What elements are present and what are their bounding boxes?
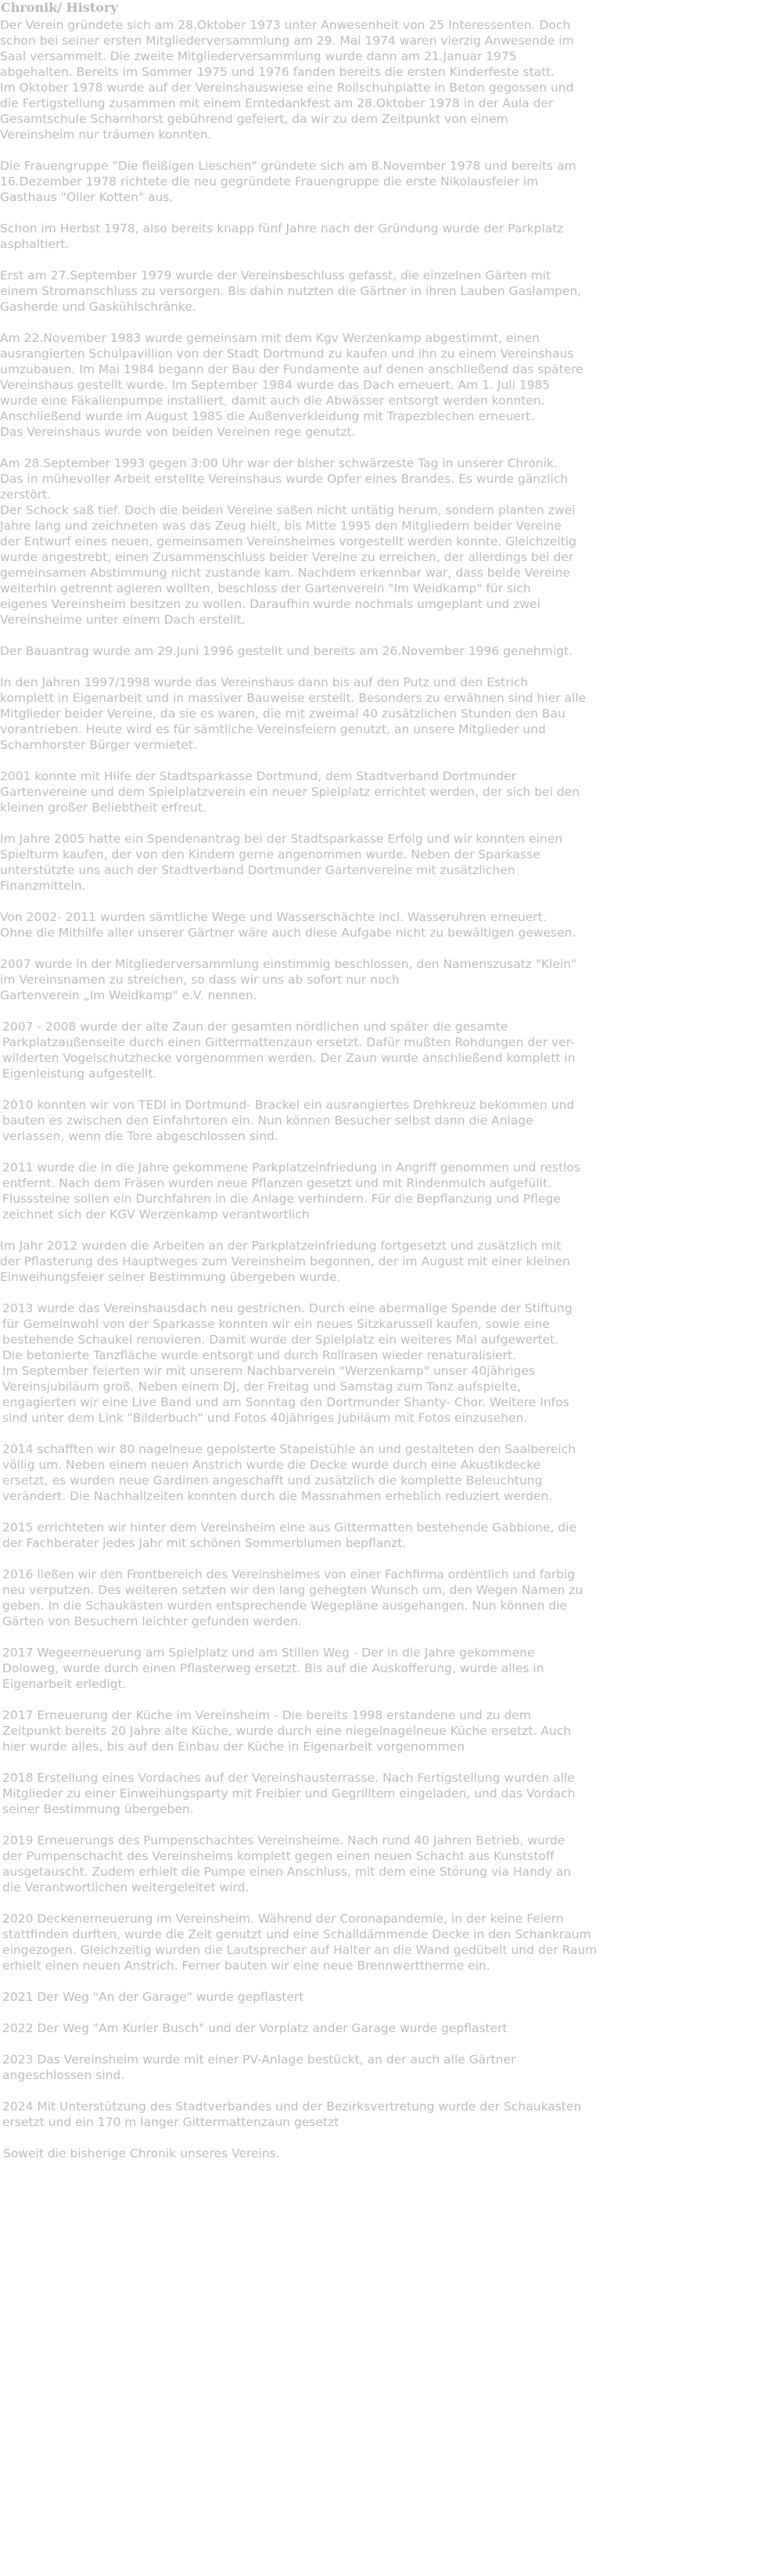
- spacer: [0, 894, 761, 909]
- paragraph-2007-name: 2007 wurde in der Mitgliederversammlung einstimmig beschlossen, den Namenszusatz "Klein" im Vereinsnamen zu streichen, so dass wir uns ab sofort nur noch Gartenverein „Im Weidkamp" e.V. nennen.: [0, 957, 577, 1002]
- paragraph-frauengruppe: Die Frauengruppe "Die fleißigen Lieschen" gründete sich am 8.November 1978 und bereits am 16.Dezember 1978 richtete die neu gegründete Frauengruppe die erste Nikolausfeier im Gasthaus "Oller Kotten" aus.: [0, 159, 576, 204]
- spacer: [0, 1003, 761, 1019]
- spacer: [0, 753, 761, 768]
- paragraph-1973: Der Verein gründete sich am 28.Oktober 1973 unter Anwesenheit von 25 Interessenten. Doch schon bei seiner ersten Mitgliederversammlung am 29. Mai 1974 waren vierzig Anwesende im Saal versammelt. Die zweite Mitgliederversammlung wurde dann am 21.Januar 1975 abgehalten. Bereits im Sommer 1975 und 1976 fanden bereits die ersten Kinderfeste statt. Im Oktober 1978 wurde auf der Vereinshauswiese eine Rollschuhplatte in Beton gegossen und die Fertigstellung zusammen mit einem Erntedankfest am 28.Oktober 1978 in der Aula der Gesamtschule Scharnhorst gebührend gefeiert, da wir zu dem Zeitpunkt von einem Vereinsheim nur träumen konnten.: [0, 18, 574, 142]
- spacer: [0, 1285, 761, 1301]
- spacer: [0, 1754, 761, 1770]
- paragraph-2001: 2001 konnte mit Hilfe der Stadtsparkasse Dortmund, dem Stadtverband Dortmunder Gartenvereine und dem Spielplatzverein ein neuer Spielplatz errichtet werden, der sich bei den kleinen großer Beliebtheit erfreut.: [0, 769, 580, 815]
- paragraph-2019: 2019 Erneuerungs des Pumpenschachtes Vereinsheime. Nach rund 40 Jahren Betrieb, wurde der Pumpenschacht des Vereinsheims komplett gegen einen neuen Schacht aus Kunststoff ausgetauscht. Zudem erhielt die Pumpe einen Anschluss, mit dem eine Störung via Handy an die Verantwortlichen weitergeleitet wird.: [2, 1833, 572, 1894]
- paragraph-strom: Erst am 27.September 1979 wurde der Vereinsbeschluss gefasst, die einzelnen Gärten mit einem Stromanschluss zu versorgen. Bis dahin nutzten die Gärtner in ihren Lauben Gaslampen, Gasherde und Gaskühlschränke.: [0, 268, 582, 314]
- paragraph-2011: 2011 wurde die in die Jahre gekommene Parkplatzeinfriedung in Angriff genommen und restlos entfernt. Nach dem Fräsen wurden neue Pflanzen gesetzt und mit Rindenmulch aufgefüllt. Flusssteine sollen ein Durchfahren in die Anlage verhindern. Für die Bepflanzung und Pflege zeichnet sich der KGV Werzenkamp verantwortlich: [2, 1160, 580, 1221]
- paragraph-1993: Am 28.September 1993 gegen 3:00 Uhr war der bisher schwärzeste Tag in unserer Chronik. Das in mühevoller Arbeit erstellte Vereinshaus wurde Opfer eines Brandes. Es wurde gänzlich zerstört. Der Schock saß tief. Doch die beiden Vereine saßen nicht untätig herum, sondern planten zwei Jahre lang und zeichneten was das Zeug hielt, bis Mitte 1995 den Mitgliedern beider Vereine der Entwurf eines neuen, gemeinsamen Vereinsheimes vorgestellt werden konnte. Gleichzeitig wurde angestrebt, einen Zusammenschluss beider Vereine zu erreichen, der allerdings bei der gemeinsamen Abstimmung nicht zustande kam. Nachdem erkennbar war, dass beide Vereine weiterhin getrennt agieren wollten, beschloss der Gartenverein "Im Weidkamp" für sich eigenes Vereinsheim besitzen zu wollen. Daraufhin wurde nochmals umgeplant und zwei Vereinsheime unter einem Dach erstellt.: [0, 456, 576, 627]
- paragraph-2015: 2015 errichteten wir hinter dem Vereinsheim eine aus Gittermatten bestehende Gabbione, die der Fachberater jedes Jahr mit schönen Sommerblumen bepflanzt.: [2, 1520, 576, 1550]
- paragraph-2010: 2010 konnten wir von TEDI in Dortmund- Brackel ein ausrangiertes Drehkreuz bekommen und bauten es zwischen den Einfahrtoren ein. Nun können Besucher selbst dann die Anlage verlassen, wenn die Tore abgeschlossen sind.: [2, 1098, 575, 1143]
- paragraph-2024: 2024 Mit Unterstützung des Stadtverbandes und der Bezirksvertretung wurde der Schaukasten ersetzt und ein 170 m langer Gittermattenzaun gesetzt: [2, 2099, 582, 2129]
- spacer: [0, 1692, 761, 1707]
- page-title: Chronik/ History: [1, 0, 118, 15]
- spacer: [0, 1081, 761, 1097]
- spacer: [0, 2036, 761, 2052]
- spacer: [0, 659, 761, 675]
- paragraph-1983: Am 22.November 1983 wurde gemeinsam mit dem Kgv Werzenkamp abgestimmt, einen ausrangierten Schulpavillion von der Stadt Dortmund zu kaufen und ihn zu einem Vereinshaus umzubauen. Im Mai 1984 begann der Bau der Fundamente auf denen anschließend das spätere Vereinshaus gestellt wurde. Im September 1984 wurde das Dach erneuert. Am 1. Juli 1985 wurde eine Fäkalienpumpe installiert, damit auch die Abwässer entsorgt werden konnten. Anschließend wurde im August 1985 die Außenverkleidung mit Trapezblechen erneuert. Das Vereinshaus wurde von beiden Vereinen rege genutzt.: [0, 331, 583, 439]
- paragraph-parkplatz: Schon im Herbst 1978, also bereits knapp fünf Jahre nach der Gründung wurde der Parkplatz asphaltiert.: [0, 221, 564, 251]
- spacer: [0, 440, 761, 455]
- spacer: [0, 1504, 761, 1520]
- paragraph-2007-zaun: 2007 - 2008 wurde der alte Zaun der gesamten nördlichen und später die gesamte Parkplatzaußenseite durch einen Gittermattenzaun ersetzt. Dafür mußten Rohdungen der ver- wilderten Vogelschutzhecke vorgenommen werden. Der Zaun wurde anschließend komplett in Eigenleistung aufgestellt.: [2, 1020, 576, 1081]
- spacer: [0, 628, 761, 643]
- spacer: [0, 1895, 761, 1911]
- spacer: [0, 1551, 761, 1567]
- paragraph-2017-kueche: 2017 Erneuerung der Küche im Vereinsheim - Die bereits 1998 erstandene und zu dem Zeitpunkt bereits 20 Jahre alte Küche, wurde durch eine niegelnagelneue Küche ersetzt. Auch hier wurde alles, bis auf den Einbau der Küche in Eigenarbeit vorgenommen: [2, 1708, 572, 1754]
- paragraph-2018: 2018 Erstellung eines Vordaches auf der Vereinshausterrasse. Nach Fertigstellung wurden alle Mitglieder zu einer Einweihungsparty mit Freibier und Gegrilltem eingeladen, und das Vordach seiner Bestimmung übergeben.: [2, 1771, 576, 1816]
- spacer: [0, 252, 761, 268]
- spacer: [0, 1817, 761, 1833]
- paragraph-2016: 2016 ließen wir den Frontbereich des Vereinsheimes von einer Fachfirma ordentlich und farbig neu verputzen. Des weiteren setzten wir den lang gehegten Wunsch um, den Wegen Namen zu geben. In die Schaukästen wurden entsprechende Wegepläne ausgehangen. Nun können die Gärten von Besuchern leichter gefunden werden.: [2, 1567, 583, 1628]
- spacer: [0, 315, 761, 330]
- spacer: [0, 142, 761, 158]
- paragraph-2022: 2022 Der Weg "Am Kurler Busch" und der Vorplatz ander Garage wurde gepflastert: [2, 2021, 508, 2035]
- paragraph-2017-wege: 2017 Wegeerneuerung am Spielplatz und am Stillen Weg - Der in die Jahre gekommene Doloweg, wurde durch einen Pflasterweg ersetzt. Bis auf die Auskofferung, wurde alles in Eigenarbeit erledigt.: [2, 1646, 544, 1691]
- paragraph-2012: Im Jahr 2012 wurden die Arbeiten an der Parkplatzeinfriedung fortgesetzt und zusätzlich mit der Pflasterung des Hauptweges zum Vereinsheim begonnen, der im August mit einer kleinen Einweihungsfeier seiner Bestimmung übergeben wurde.: [0, 1239, 570, 1284]
- paragraph-2021: 2021 Der Weg "An der Garage" wurde gepflastert: [2, 1990, 304, 2004]
- paragraph-2013: 2013 wurde das Vereinshausdach neu gestrichen. Durch eine abermalige Spende der Stiftung für Gemeinwohl von der Sparkasse konnten wir ein neues Sitzkarussell kaufen, sowie eine bestehende Schaukel renovieren. Damit wurde der Spielplatz ein weiteres Mal aufgewertet. Die betonierte Tanzfläche wurde entsorgt und durch Rollrasen wieder renaturalisiert. Im September feierten wir mit unserem Nachbarverein "Werzenkamp" unser 40jähriges Vereinsjubiläum groß. Neben einem DJ, der Freitag und Samstag zum Tanz aufspielte, engagierten wir eine Live Band und am Sonntag den Dortmunder Shanty- Chor. Weitere Infos sind unter dem Link "Bilderbuch" und Fotos 40jähriges Jubiläum mit Fotos einzusehen.: [2, 1301, 573, 1425]
- spacer: [0, 1144, 761, 1160]
- paragraph-closing: Soweit die bisherige Chronik unseres Vereins.: [3, 2146, 280, 2160]
- spacer: [0, 2005, 761, 2020]
- spacer: [0, 941, 761, 956]
- paragraph-2014: 2014 schafften wir 80 nagelneue gepolsterte Stapelstühle an und gestalteten den Saalbereich völlig um. Neben einem neuen Anstrich wurde die Decke wurde durch eine Akustikdecke ersetzt, es wurden neue Gardinen angeschafft und zusätzlich die komplette Beleuchtung verändert. Die Nachhallzeiten konnten durch die Massnahmen erheblich reduziert werden.: [2, 1442, 576, 1503]
- paragraph-2020: 2020 Deckenerneuerung im Vereinsheim. Während der Coronapandemie, in der keine Feiern stattfinden durften, wurde die Zeit genutzt und eine Schalldämmende Decke in den Schankraum eingezogen. Gleichzeitig wurden die Lautsprecher auf Halter an die Wand gedübelt und der Raum erhielt einen neuen Anstrich. Ferner bauten wir eine neue Brennwerttherme ein.: [2, 1912, 598, 1973]
- paragraph-bauantrag: Der Bauantrag wurde am 29.Juni 1996 gestellt und bereits am 26.November 1996 genehmigt.: [0, 644, 573, 658]
- paragraph-1997: In den Jahren 1997/1998 wurde das Vereinshaus dann bis auf den Putz und den Estrich komplett in Eigenarbeit und in massiver Bauweise erstellt. Besonders zu erwähnen sind hier alle Mitglieder beider Vereine, da sie es waren, die mit zweimal 40 zusätzlichen Stunden den Bau vorantrieben. Heute wird es für sämtliche Vereinsfeiern genutzt, an unsere Mitglieder und Scharnhorster Bürger vermietet.: [0, 675, 587, 752]
- paragraph-2005: Im Jahre 2005 hatte ein Spendenantrag bei der Stadtsparkasse Erfolg und wir konnten einen Spielturm kaufen, der von den Kindern gerne angenommen wurde. Neben der Sparkasse unterstützte uns auch der Stadtverband Dortmunder Gartenvereine mit zusätzlichen Finanzmitteln.: [0, 832, 563, 893]
- spacer: [0, 1629, 761, 1645]
- spacer: [0, 2130, 761, 2146]
- spacer: [0, 205, 761, 221]
- spacer: [0, 1222, 761, 1238]
- paragraph-2023: 2023 Das Vereinsheim wurde mit einer PV-Anlage bestückt, an der auch alle Gärtner angeschlossen sind.: [2, 2053, 516, 2082]
- paragraph-2002-2011: Von 2002- 2011 wurden sämtliche Wege und Wasserschächte incl. Wasseruhren erneuert. Ohne die Mithilfe aller unserer Gärtner wäre auch diese Aufgabe nicht zu bewältigen gewesen.: [0, 910, 576, 940]
- spacer: [0, 815, 761, 831]
- spacer: [0, 2083, 761, 2099]
- spacer: [0, 1426, 761, 1441]
- spacer: [0, 1973, 761, 1989]
